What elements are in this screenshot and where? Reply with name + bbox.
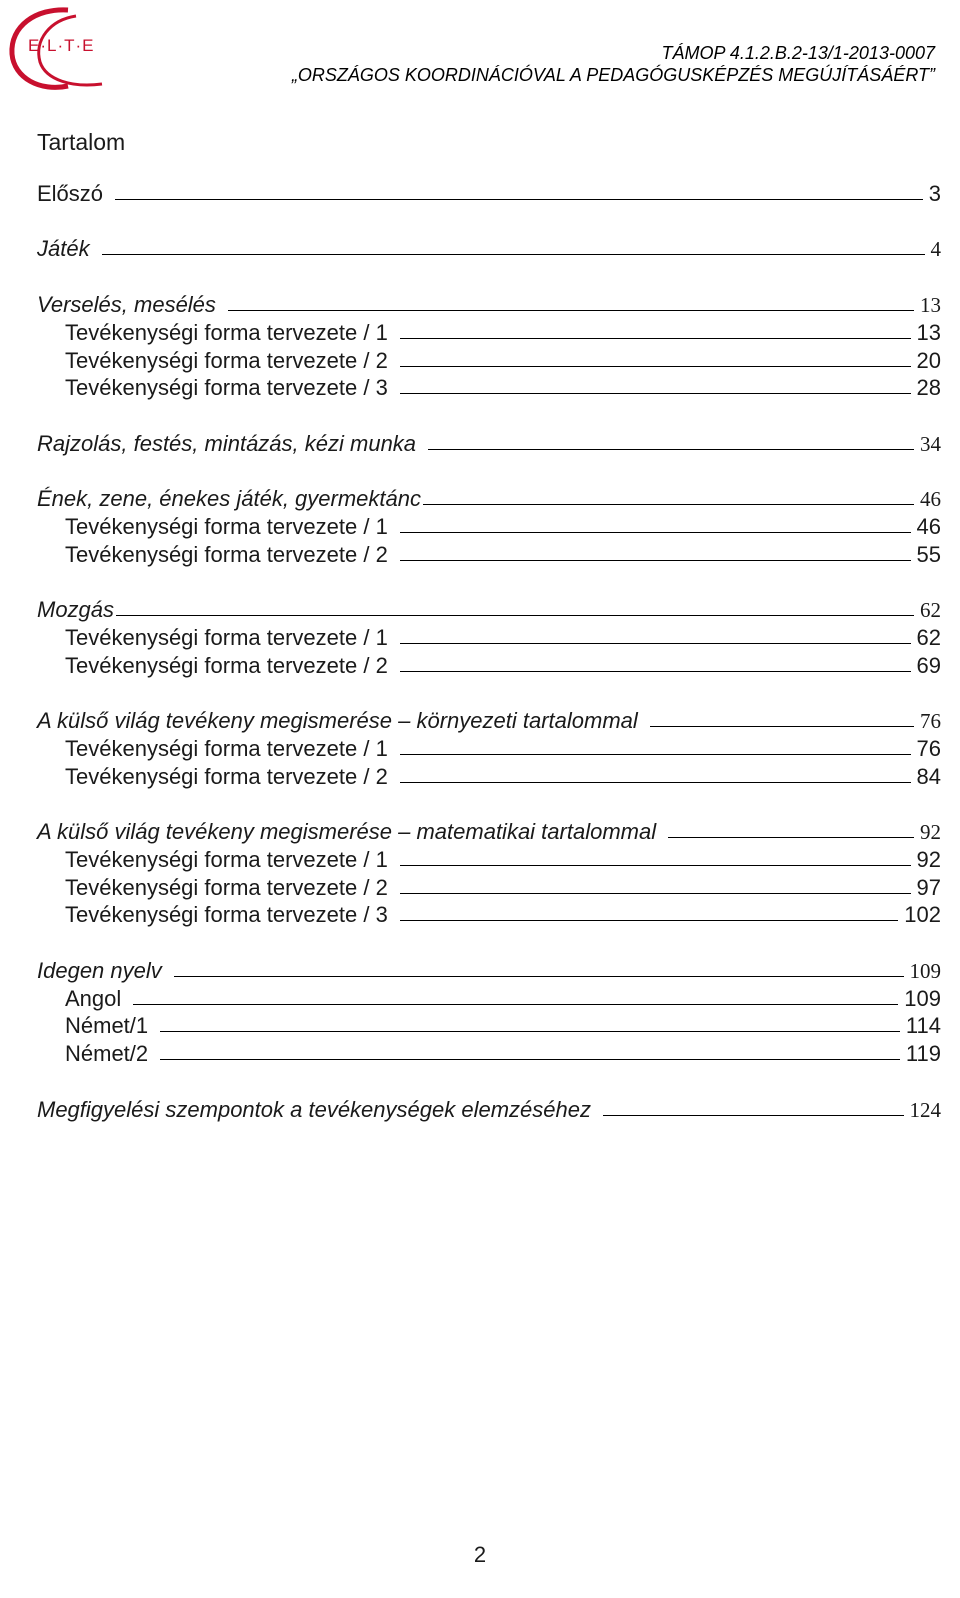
toc-entry-page: 76 [920,709,941,733]
toc-subentry[interactable] [65,348,941,376]
toc-entry-label: A külső világ tevékeny megismerése – matematikai tartalommal [37,819,657,844]
toc-entry-page: 84 [916,764,941,789]
toc-entry-label: Német/2 [65,1041,149,1066]
toc-subentry[interactable] [65,764,941,792]
toc-title: Tartalom [37,129,126,155]
toc-entry-label: Játék [37,236,90,261]
toc-entry-label: Angol [65,986,122,1011]
toc-leader-line [174,976,904,977]
toc-entry-label: Tevékenységi forma tervezete / 2 [65,875,388,900]
toc-leader-line [400,338,911,339]
toc-entry-page: 13 [920,293,941,317]
toc-entry-page: 109 [909,959,941,983]
toc-leader-line [400,782,911,783]
toc-leader-line [115,199,923,200]
toc-subentry[interactable] [65,875,941,903]
toc-entry[interactable] [37,292,941,320]
toc-subentry[interactable] [65,542,941,570]
page-number: 2 [473,1542,487,1567]
toc-leader-line [400,671,911,672]
toc-subentry[interactable] [65,986,941,1014]
toc-entry-page: 28 [916,375,941,400]
toc-entry-page: 102 [904,902,941,927]
toc-entry-label: Tevékenységi forma tervezete / 2 [65,653,388,678]
toc-entry-page: 46 [916,514,941,539]
toc-subentry[interactable] [65,1013,941,1041]
toc-entry-label: Tevékenységi forma tervezete / 3 [65,902,388,927]
toc-entry-page: 114 [905,1013,941,1038]
toc-entry[interactable] [37,819,941,847]
toc-leader-line [668,837,914,838]
toc-subentry[interactable] [65,902,941,930]
toc-entry-label: Tevékenységi forma tervezete / 2 [65,764,388,789]
toc-leader-line [400,754,911,755]
toc-entry-page: 92 [916,847,941,872]
toc-subentry[interactable] [65,736,941,764]
toc-subentry[interactable] [65,514,941,542]
toc-leader-line [102,254,925,255]
toc-entry[interactable] [37,236,941,264]
toc-leader-line [400,532,911,533]
toc-entry-page: 76 [916,736,941,761]
toc-entry-label: Tevékenységi forma tervezete / 1 [65,736,388,761]
toc-leader-line [423,504,914,505]
toc-entry-page: 55 [916,542,941,567]
toc-entry-label: Mozgás [37,597,115,622]
toc-leader-line [116,615,914,616]
toc-leader-line [160,1059,900,1060]
toc-entry[interactable] [37,597,941,625]
toc-entry-label: Előszó [37,181,104,206]
toc-leader-line [400,893,911,894]
toc-entry-label: Tevékenységi forma tervezete / 1 [65,320,388,345]
toc-entry-label: Német/1 [65,1013,149,1038]
toc-entry[interactable] [37,486,941,514]
toc-entry-page: 92 [920,820,941,844]
toc-leader-line [400,643,911,644]
toc-leader-line [603,1115,904,1116]
toc-subentry[interactable] [65,653,941,681]
toc-leader-line [650,726,914,727]
toc-entry[interactable] [37,958,941,986]
toc-leader-line [228,310,914,311]
toc-entry-page: 4 [930,237,941,261]
toc-entry-page: 34 [920,432,941,456]
toc-entry-page: 69 [916,653,941,678]
toc-entry[interactable] [37,431,941,459]
toc-subentry[interactable] [65,320,941,348]
toc-entry-page: 62 [920,598,941,622]
toc-leader-line [400,366,911,367]
elte-logo-text: E·L·T·E [28,36,95,55]
toc-leader-line [133,1004,898,1005]
toc-entry-page: 3 [928,181,941,206]
toc-entry-page: 13 [916,320,941,345]
toc-subentry[interactable] [65,625,941,653]
toc-leader-line [400,560,911,561]
toc-entry-page: 62 [916,625,941,650]
toc-entry-label: Tevékenységi forma tervezete / 2 [65,348,388,373]
toc-entry[interactable] [37,708,941,736]
toc-subentry[interactable] [65,847,941,875]
toc-entry-label: Ének, zene, énekes játék, gyermektánc [37,486,421,511]
toc-leader-line [160,1031,900,1032]
toc-leader-line [400,865,911,866]
toc-leader-line [400,393,911,394]
toc-entry-label: Tevékenységi forma tervezete / 1 [65,514,388,539]
toc-entry-page: 20 [916,348,941,373]
toc-subentry[interactable] [65,1041,941,1069]
toc-entry-page: 119 [905,1041,941,1066]
toc-entry-page: 46 [920,487,941,511]
toc-entry-label: Verselés, mesélés [37,292,216,317]
toc-entry-label: Tevékenységi forma tervezete / 2 [65,542,388,567]
toc-entry-label: Tevékenységi forma tervezete / 1 [65,847,388,872]
toc-subentry[interactable] [65,375,941,403]
toc-entry-label: Rajzolás, festés, mintázás, kézi munka [37,431,417,456]
toc-entry[interactable] [37,181,941,209]
toc-entry-page: 124 [909,1098,941,1122]
toc-entry-label: A külső világ tevékeny megismerése – környezeti tartalommal [37,708,638,733]
toc-leader-line [428,449,914,450]
project-code: TÁMOP 4.1.2.B.2-13/1-2013-0007 [661,43,935,63]
toc-entry-label: Tevékenységi forma tervezete / 1 [65,625,388,650]
toc-entry-label: Tevékenységi forma tervezete / 3 [65,375,388,400]
project-title: „ORSZÁGOS KOORDINÁCIÓVAL A PEDAGÓGUSKÉPZÉS MEGÚJÍTÁSÁÉRT” [291,65,935,85]
elte-logo [6,6,106,92]
toc-entry-page: 109 [904,986,941,1011]
page-header [292,42,935,86]
toc-leader-line [400,920,898,921]
toc-entry-label: Idegen nyelv [37,958,162,983]
toc-entry-label: Megfigyelési szempontok a tevékenységek elemzéséhez [37,1097,591,1122]
toc-entry[interactable] [37,1097,941,1125]
toc-entry-page: 97 [916,875,941,900]
